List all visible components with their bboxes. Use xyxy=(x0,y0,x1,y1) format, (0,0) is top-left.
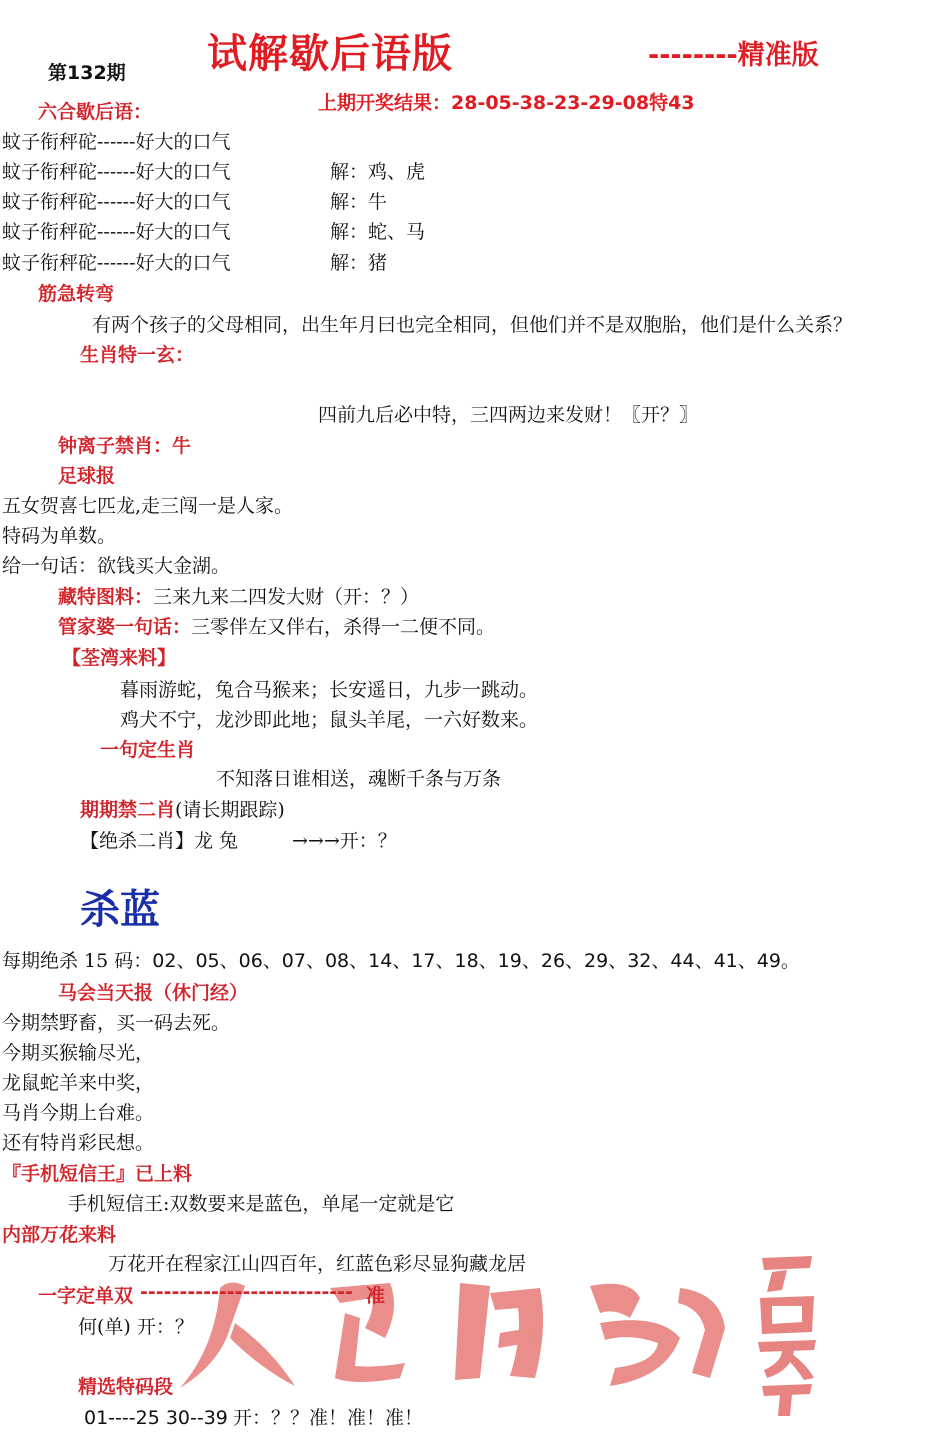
danshuang-answer: 何(单) 开：？ xyxy=(78,1316,194,1338)
qiqi-note: (请长期跟踪) xyxy=(175,799,285,821)
zhongli-line: 钟离子禁肖：牛 xyxy=(58,435,192,457)
brain-text: 有两个孩子的父母相同，出生年月曰也完全相同，但他们并不是双胞胎，他们是什么关系？ xyxy=(92,314,853,336)
last-result: 上期开奖结果：28-05-38-23-29-08特43 xyxy=(318,92,695,114)
football-line: 给一句话：欲钱买大金湖。 xyxy=(2,555,231,577)
page-subtitle: --------精准版 xyxy=(648,40,819,71)
quanwan-heading: 【荃湾来料】 xyxy=(62,647,177,669)
mahui-line: 还有特肖彩民想。 xyxy=(2,1132,155,1154)
segment-heading: 精选特码段 xyxy=(78,1376,174,1398)
segment-row xyxy=(84,1403,423,1430)
kill15-numbers: 02、05、06、07、08、14、17、18、19、26、29、32、44、41、49。 xyxy=(152,950,800,972)
mahui-line: 今期买猴输尽光， xyxy=(2,1042,155,1064)
mahui-line: 今期禁野畜，买一码去死。 xyxy=(2,1012,231,1034)
qiqi-heading: 期期禁二肖 xyxy=(80,799,176,821)
kill15-label: 每期绝杀 15 码： xyxy=(2,950,153,972)
page-title: 试解歇后语版 xyxy=(207,31,453,77)
riddle-line: 蚊子衔秤砣------好大的口气 xyxy=(2,191,231,213)
zodiac-text: 四前九后必中特，三四两边来发财！〖开？〗 xyxy=(318,404,699,426)
qiqi-row xyxy=(80,795,285,822)
yiju-text: 不知落日谁相送，魂断千条与万条 xyxy=(216,768,502,790)
kill-blue-heading: 杀蓝 xyxy=(80,887,160,933)
wanhua-heading: 内部万花来料 xyxy=(2,1224,117,1246)
issue-number: 第132期 xyxy=(48,62,126,84)
riddle-line: 蚊子衔秤砣------好大的口气 xyxy=(2,161,231,183)
football-line: 特码为单数。 xyxy=(2,525,117,547)
danshuang-zhun: 准 xyxy=(366,1285,386,1307)
sms-text: 手机短信王:双数要来是蓝色，单尾一定就是它 xyxy=(68,1193,455,1215)
mahui-heading: 马会当天报（休门经） xyxy=(58,982,249,1004)
sms-heading: 『手机短信王』已上料 xyxy=(2,1163,193,1185)
cangte-text: 三来九来二四发大财（开：？） xyxy=(153,586,420,608)
kill-two-label: 【绝杀二肖】龙 兔 xyxy=(80,830,239,852)
riddle-answer: 解：猪 xyxy=(330,252,388,274)
guanjia-label: 管家婆一句话： xyxy=(58,616,192,638)
riddle-line: 蚊子衔秤砣------好大的口气 xyxy=(2,252,231,274)
guanjia-row xyxy=(58,612,495,639)
liuhe-heading: 六合歇后语： xyxy=(38,101,153,123)
guanjia-text: 三零伴左又伴右，杀得一二便不同。 xyxy=(191,616,496,638)
riddle-answer: 解：鸡、虎 xyxy=(330,161,426,183)
football-heading: 足球报 xyxy=(58,465,116,487)
riddle-answer: 解：蛇、马 xyxy=(330,221,426,243)
football-line: 五女贺喜七匹龙,走三闯一是人家。 xyxy=(2,495,294,517)
brain-heading: 筋急转弯 xyxy=(38,283,115,305)
segment-tail: 开：？？准！准！准！ xyxy=(232,1407,423,1429)
cangte-label: 藏特图料： xyxy=(58,586,154,608)
seal-calligraphy xyxy=(752,1250,822,1420)
kill-two-arrows: →→→开：？ xyxy=(292,830,397,852)
mahui-line: 龙鼠蛇羊来中奖， xyxy=(2,1072,155,1094)
yiju-heading: 一句定生肖 xyxy=(100,739,196,761)
danshuang-heading: 一字定单双 xyxy=(38,1285,134,1307)
cangte-row xyxy=(58,582,419,609)
wanhua-text: 万花开在程家江山四百年，红蓝色彩尽显狗藏龙居 xyxy=(108,1253,527,1275)
mahui-line: 马肖今期上台难。 xyxy=(2,1102,155,1124)
riddle-line: 蚊子衔秤砣------好大的口气 xyxy=(2,131,231,153)
zodiac-heading: 生肖特一玄： xyxy=(80,344,195,366)
quanwan-line: 鸡犬不宁，龙沙即此地；鼠头羊尾，一六好数来。 xyxy=(120,709,539,731)
quanwan-line: 暮雨游蛇，兔合马猴来；长安遥日，九步一跳动。 xyxy=(120,679,539,701)
kill15-row xyxy=(2,946,800,973)
riddle-answer: 解：牛 xyxy=(330,191,388,213)
danshuang-dashes: --------------------------- xyxy=(140,1281,353,1303)
segment-range: 01----25 30--39 xyxy=(84,1407,228,1429)
riddle-line: 蚊子衔秤砣------好大的口气 xyxy=(2,221,231,243)
